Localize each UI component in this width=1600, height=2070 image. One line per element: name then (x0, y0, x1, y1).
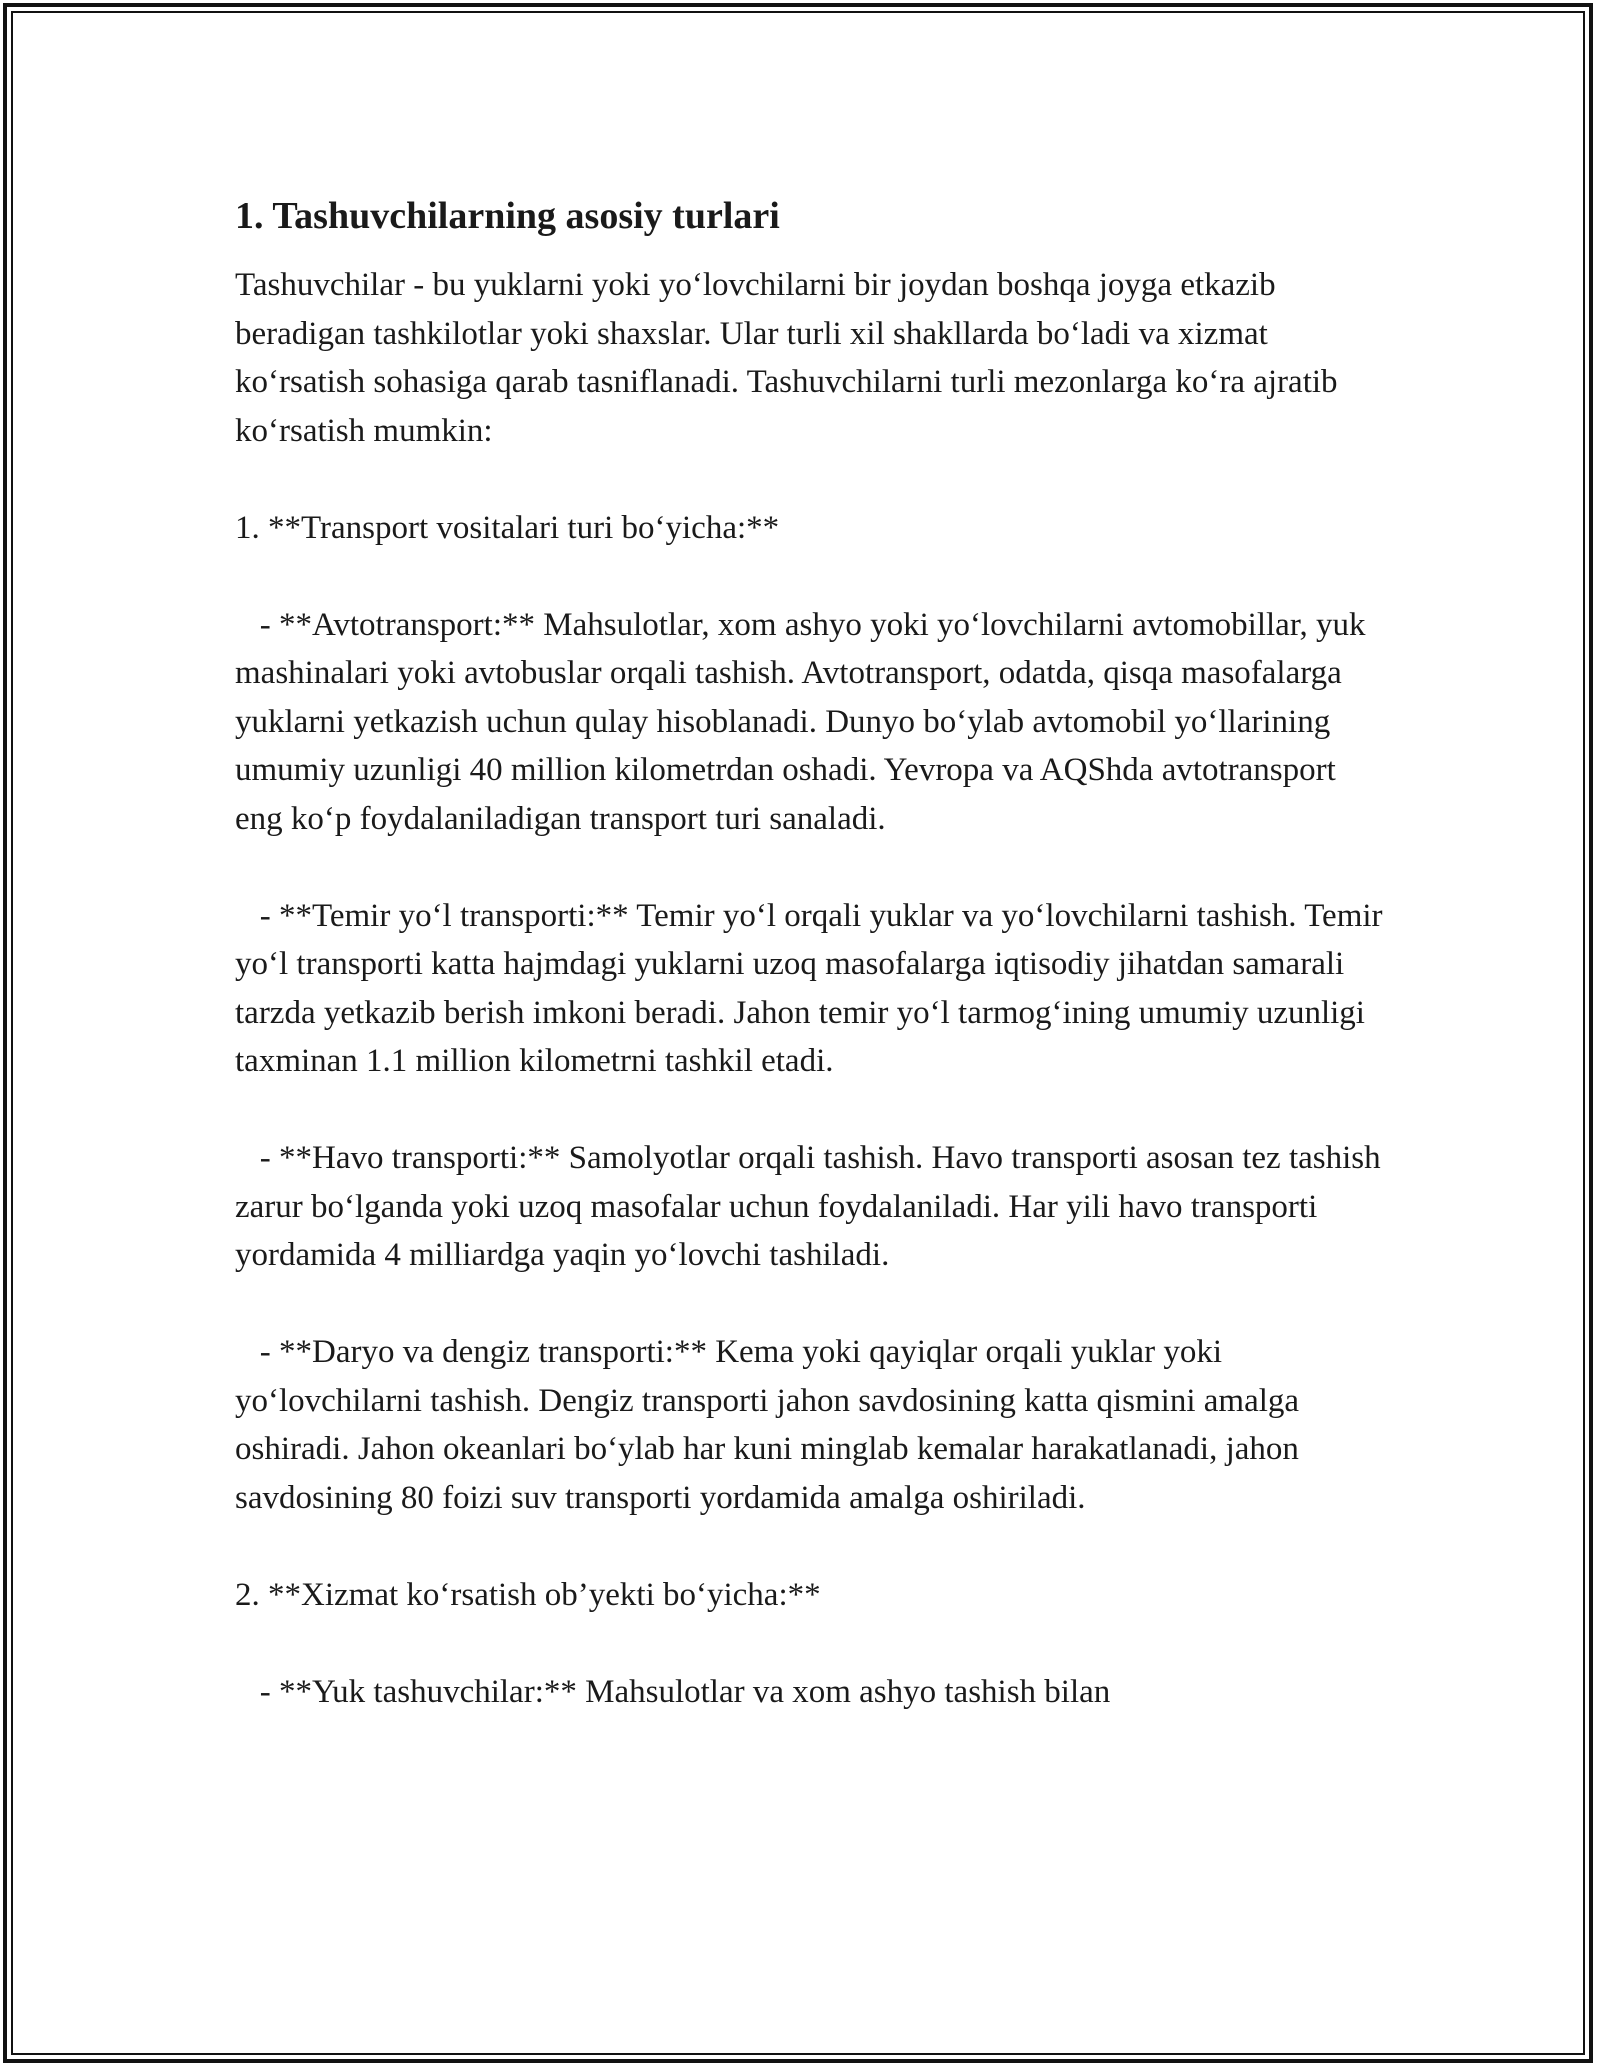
paragraph-gap (235, 552, 1385, 601)
paragraph-gap (235, 1280, 1385, 1329)
paragraph-gap (235, 1522, 1385, 1571)
list-item-road-transport: - **Avtotransport:** Mahsulotlar, xom ashyo yoki yo‘lovchilarni avtomobillar, yuk mashinalari yoki avtobuslar orqali tashish. Avtotransport, odatda, qisqa masofalarga yuklarni yetkazish uchun qulay hisoblanadi. Dunyo bo‘ylab avtomobil yo‘llarining umumiy uzunligi 40 million kilometrdan oshadi. Yevropa va AQShda avtotransport eng ko‘p foydalaniladigan transport turi sanaladi. (235, 606, 1374, 837)
section-heading: 1. Tashuvchilarning asosiy turlari (235, 195, 780, 237)
list-item-air-transport: - **Havo transporti:** Samolyotlar orqali tashish. Havo transporti asosan tez tashish zarur bo‘lganda yoki uzoq masofalar uchun foydalaniladi. Har yili havo transporti yordamida 4 milliardga yaqin yo‘lovchi tashiladi. (235, 1140, 1389, 1273)
list-item-water-transport: - **Daryo va dengiz transporti:** Kema yoki qayiqlar orqali yuklar yoki yo‘lovchilarni tashish. Dengiz transporti jahon savdosining katta qismini amalga oshiradi. Jahon okeanlari bo‘ylab har kuni minglab kemalar harakatlanadi, jahon savdosining 80 foizi suv transporti yordamida amalga oshiriladi. (235, 1334, 1308, 1516)
list-item-cargo-carriers: - **Yuk tashuvchilar:** Mahsulotlar va xom ashyo tashish bilan (235, 1673, 1111, 1710)
list-heading-service-object: 2. **Xizmat ko‘rsatish ob’yekti bo‘yicha:** (235, 1576, 821, 1613)
list-heading-transport-types: 1. **Transport vositalari turi bo‘yicha:** (235, 509, 780, 546)
paragraph-gap (235, 843, 1385, 892)
paragraph-gap (235, 1619, 1385, 1668)
list-item-rail-transport: - **Temir yo‘l transporti:** Temir yo‘l orqali yuklar va yo‘lovchilarni tashish. Temir yo‘l transporti katta hajmdagi yuklarni uzoq masofalarga iqtisodiy jihatdan samarali tarzda yetkazib berish imkoni beradi. Jahon temir yo‘l tarmog‘ining umumiy uzunligi taxminan 1.1 million kilometrni tashkil etadi. (235, 897, 1391, 1079)
intro-paragraph: Tashuvchilar - bu yuklarni yoki yo‘lovchilarni bir joydan boshqa joyga etkazib beradigan tashkilotlar yoki shaxslar. Ular turli xil shakllarda bo‘ladi va xizmat ko‘rsatish sohasiga qarab tasniflanadi. Tashuvchilarni turli mezonlarga ko‘ra ajratib ko‘rsatish mumkin: (235, 267, 1338, 449)
paragraph-gap (235, 1086, 1385, 1135)
document-body (235, 180, 1391, 1716)
paragraph-gap (235, 455, 1385, 504)
